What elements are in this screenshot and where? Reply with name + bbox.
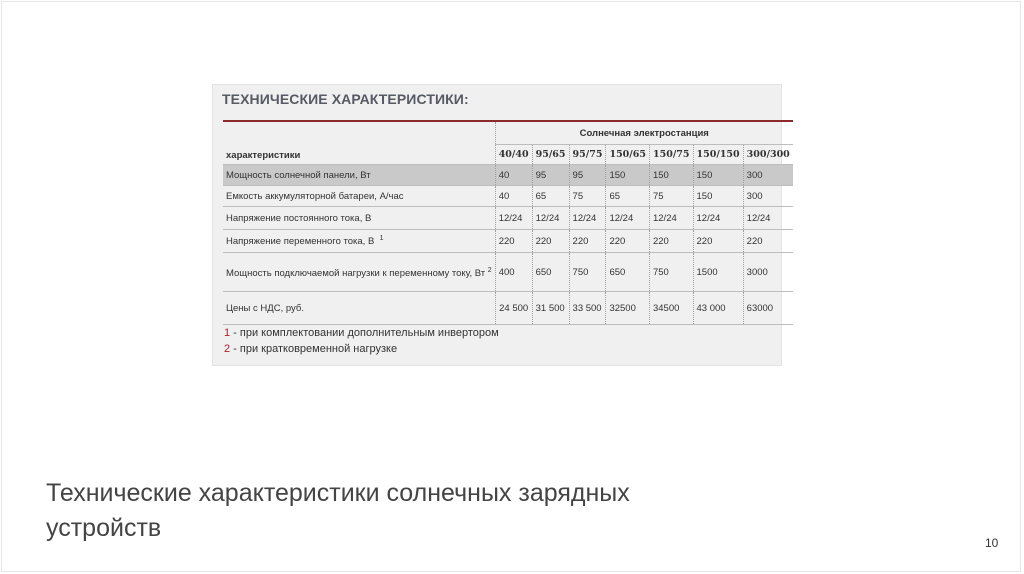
table-cell: 75: [569, 186, 606, 207]
footnote-text: - при кратковременной нагрузке: [230, 343, 398, 355]
footnote-marker: 1: [379, 234, 384, 242]
table-row: [223, 165, 793, 186]
table-cell: 12/24: [649, 207, 693, 230]
table-cell: 12/24: [743, 207, 793, 230]
model-header: 300/300: [743, 145, 793, 165]
table-cell: 95: [569, 165, 606, 186]
table-cell: 220: [606, 230, 650, 253]
table-cell: 150: [693, 186, 743, 207]
table-cell: 95: [532, 165, 569, 186]
table-cell: 75: [649, 186, 693, 207]
table-cell: 65: [532, 186, 569, 207]
row-label: Мощность солнечной панели, Вт: [223, 165, 495, 186]
model-header: 40/40: [495, 145, 532, 165]
footnotes: [224, 325, 499, 357]
table-row: [223, 230, 793, 253]
table-row: [223, 292, 793, 325]
table-row: [223, 253, 793, 292]
table-cell: 300: [743, 165, 793, 186]
model-header: 150/75: [649, 145, 693, 165]
table-cell: 12/24: [693, 207, 743, 230]
table-cell: 12/24: [606, 207, 650, 230]
table-row: [223, 207, 793, 230]
table-cell: 750: [569, 253, 606, 292]
table-cell: 400: [495, 253, 532, 292]
spec-table: [223, 120, 793, 325]
param-column-header: характеристики: [223, 121, 495, 165]
model-header: 95/65: [532, 145, 569, 165]
footnote: [224, 341, 499, 357]
footnote-text: - при комплектовании дополнительным инвертором: [230, 327, 499, 339]
table-cell: 150: [606, 165, 650, 186]
table-cell: 220: [569, 230, 606, 253]
table-cell: 220: [495, 230, 532, 253]
footnote-number: 2: [224, 343, 231, 355]
table-cell: 220: [743, 230, 793, 253]
row-label: [223, 253, 495, 292]
spec-table-image: [212, 84, 790, 366]
table-cell: 12/24: [495, 207, 532, 230]
table-header-row: [223, 121, 793, 145]
row-label-text: Мощность подключаемой нагрузки к переменному току, Вт: [226, 268, 486, 280]
row-label: Цены с НДС, руб.: [223, 292, 495, 325]
table-cell: 12/24: [569, 207, 606, 230]
table-cell: 31 500: [532, 292, 569, 325]
table-cell: 150: [649, 165, 693, 186]
model-header: 95/75: [569, 145, 606, 165]
table-row: [223, 186, 793, 207]
table-cell: 63000: [743, 292, 793, 325]
table-cell: 300: [743, 186, 793, 207]
table-cell: 40: [495, 186, 532, 207]
table-cell: 220: [532, 230, 569, 253]
slide-caption: [46, 476, 646, 546]
model-header: 150/65: [606, 145, 650, 165]
table-cell: 24 500: [495, 292, 532, 325]
table-cell: 3000: [743, 253, 793, 292]
table-cell: 65: [606, 186, 650, 207]
table-cell: 150: [693, 165, 743, 186]
table-cell: 750: [649, 253, 693, 292]
table-cell: 650: [606, 253, 650, 292]
table-cell: 12/24: [532, 207, 569, 230]
table-cell: 220: [693, 230, 743, 253]
row-label: Емкость аккумуляторной батареи, А/час: [223, 186, 495, 207]
group-header: Солнечная электростанция: [495, 121, 793, 145]
footnote-marker: 2: [487, 266, 492, 274]
row-label-text: Напряжение переменного тока, В: [226, 236, 375, 248]
row-label: [223, 230, 495, 253]
row-label: Напряжение постоянного тока, В: [223, 207, 495, 230]
table-cell: 43 000: [693, 292, 743, 325]
page-number: 10: [985, 536, 999, 550]
model-header: 150/150: [693, 145, 743, 165]
table-cell: 33 500: [569, 292, 606, 325]
table-cell: 220: [649, 230, 693, 253]
table-cell: 650: [532, 253, 569, 292]
table-cell: 32500: [606, 292, 650, 325]
table-cell: 40: [495, 165, 532, 186]
footnote: [224, 325, 499, 341]
footnote-number: 1: [224, 327, 231, 339]
table-cell: 34500: [649, 292, 693, 325]
table-heading: ТЕХНИЧЕСКИЕ ХАРАКТЕРИСТИКИ:: [222, 91, 469, 107]
caption-text: Технические характеристики солнечных зарядных устройств: [46, 479, 630, 542]
table-cell: 1500: [693, 253, 743, 292]
